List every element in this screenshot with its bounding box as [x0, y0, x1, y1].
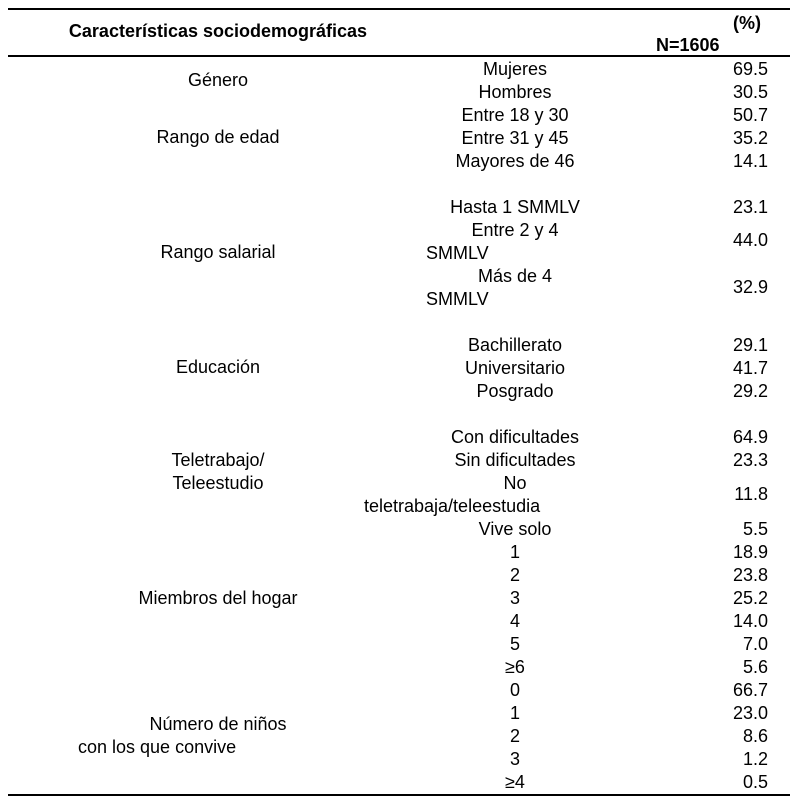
row-value: 7.0: [742, 634, 768, 654]
group-label: Teletrabajo/: [171, 450, 265, 470]
header-n: N=1606: [656, 35, 720, 55]
row-value: 50.7: [732, 105, 768, 125]
row-category: 2: [509, 565, 520, 585]
row-value: 29.2: [732, 381, 768, 401]
row-value: 14.1: [732, 151, 768, 171]
group-label: Rango de edad: [156, 127, 280, 147]
row-category: ≥6: [505, 657, 525, 677]
row-value: 23.3: [732, 450, 768, 470]
group-label: Teleestudio: [172, 473, 264, 493]
bottom-rule: [8, 794, 790, 796]
row-value: 69.5: [732, 59, 768, 79]
row-value: 23.0: [732, 703, 768, 723]
header-label: Características sociodemográficas: [68, 21, 368, 41]
row-value: 1.2: [742, 749, 768, 769]
row-category: No: [503, 473, 527, 493]
row-value: 14.0: [732, 611, 768, 631]
group-label: Rango salarial: [160, 242, 276, 262]
row-category: 1: [509, 703, 520, 723]
row-category: Con dificultades: [450, 427, 580, 447]
row-category: Entre 31 y 45: [461, 128, 569, 148]
row-value: 23.8: [732, 565, 768, 585]
row-category: Universitario: [464, 358, 566, 378]
row-category: Entre 2 y 4: [471, 220, 559, 240]
row-category: Bachillerato: [467, 335, 563, 355]
row-category: SMMLV: [426, 243, 489, 263]
row-category: 0: [509, 680, 520, 700]
header-rule: [8, 55, 790, 57]
row-category: Vive solo: [478, 519, 552, 539]
row-category: teletrabaja/teleestudia: [364, 496, 541, 516]
row-value: 0.5: [742, 772, 768, 792]
row-value: 11.8: [734, 484, 768, 504]
group-label: Educación: [175, 357, 261, 377]
row-category: 1: [509, 542, 520, 562]
row-value: 35.2: [732, 128, 768, 148]
row-category: Hombres: [478, 82, 552, 102]
row-value: 25.2: [732, 588, 768, 608]
row-category: Entre 18 y 30: [461, 105, 569, 125]
row-category: Mujeres: [482, 59, 548, 79]
row-category: Sin dificultades: [454, 450, 576, 470]
row-category: Posgrado: [476, 381, 554, 401]
header-percent: (%): [733, 13, 761, 33]
row-value: 8.6: [742, 726, 768, 746]
row-category: Mayores de 46: [455, 151, 575, 171]
row-value: 29.1: [732, 335, 768, 355]
row-value: 5.5: [742, 519, 768, 539]
row-category: Más de 4: [477, 266, 553, 286]
group-label: con los que convive: [78, 737, 237, 757]
row-value: 41.7: [732, 358, 768, 378]
group-label: Número de niños: [149, 714, 287, 734]
row-category: 4: [509, 611, 520, 631]
row-value: 32.9: [732, 277, 768, 297]
row-category: 3: [509, 588, 520, 608]
top-rule: [8, 8, 790, 10]
row-category: 2: [509, 726, 520, 746]
group-label: Género: [187, 70, 249, 90]
row-value: 5.6: [742, 657, 768, 677]
row-category: 3: [509, 749, 520, 769]
group-label: Miembros del hogar: [138, 588, 298, 608]
row-value: 44.0: [732, 230, 768, 250]
row-category: ≥4: [505, 772, 525, 792]
row-value: 64.9: [732, 427, 768, 447]
row-value: 18.9: [732, 542, 768, 562]
row-category: SMMLV: [426, 289, 489, 309]
row-category: 5: [509, 634, 520, 654]
row-category: Hasta 1 SMMLV: [450, 197, 580, 217]
row-value: 30.5: [732, 82, 768, 102]
row-value: 66.7: [732, 680, 768, 700]
row-value: 23.1: [732, 197, 768, 217]
